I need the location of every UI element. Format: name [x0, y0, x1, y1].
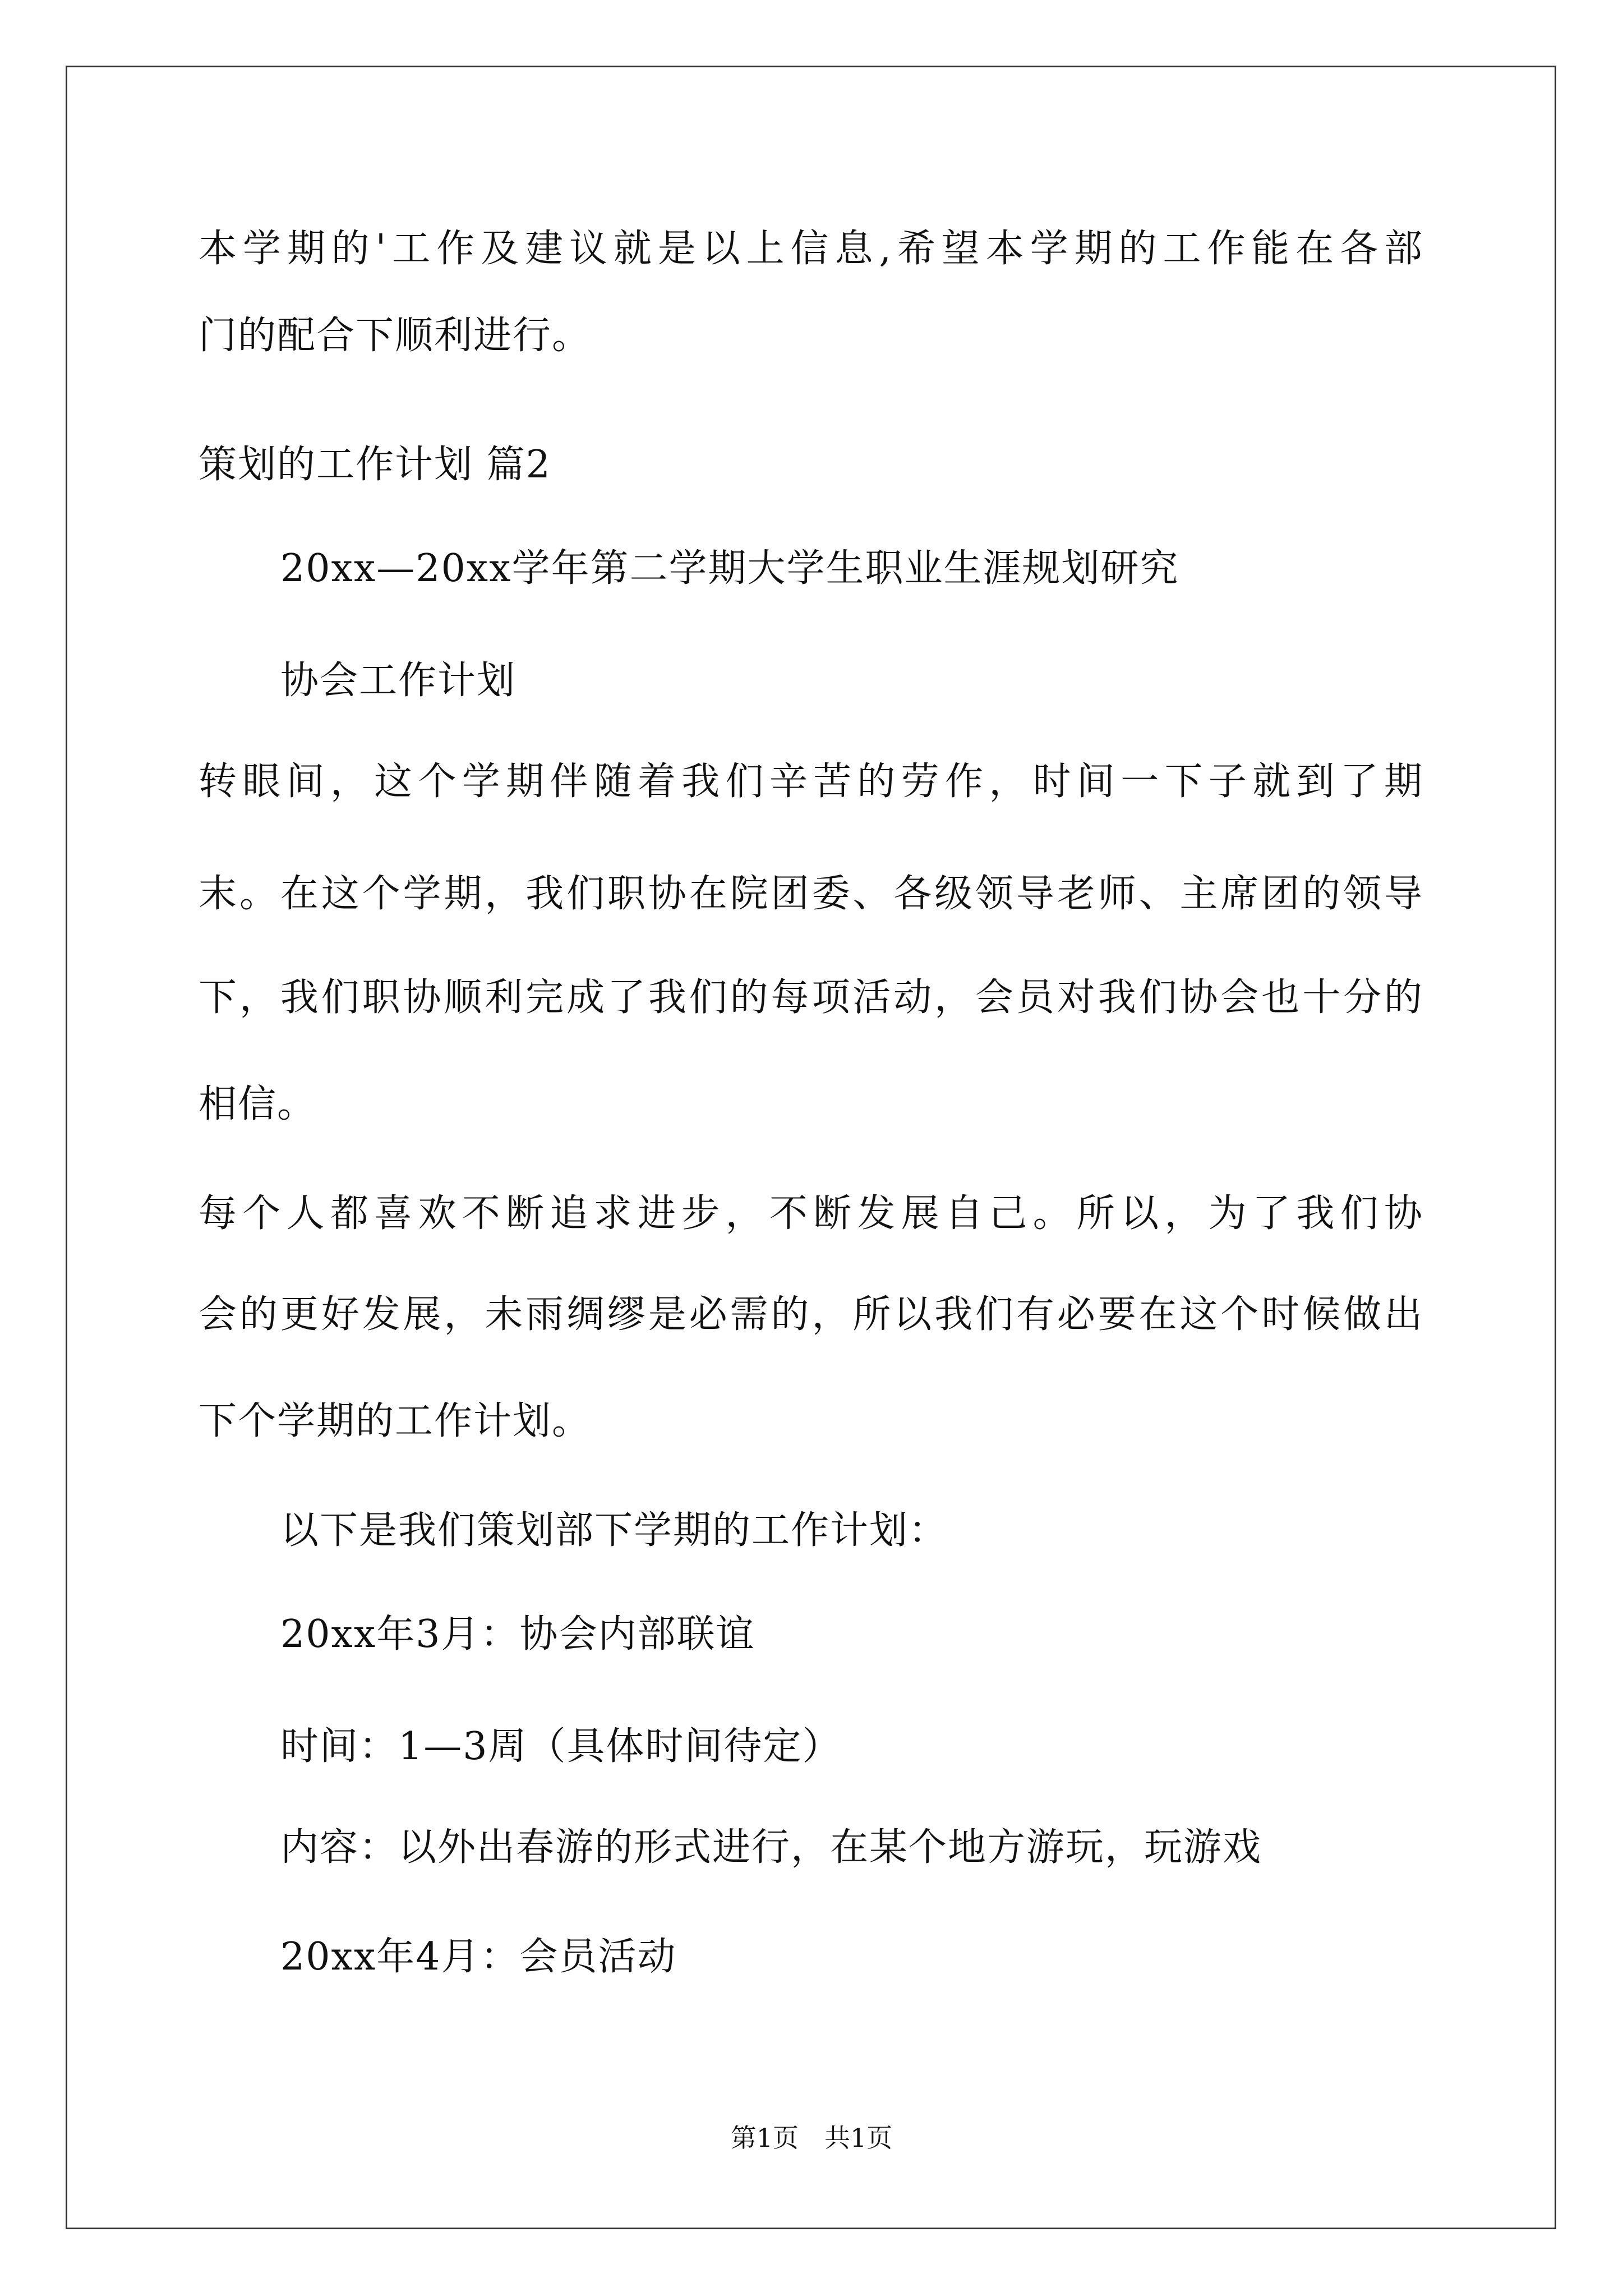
text-line: 相信。 — [199, 1082, 317, 1126]
text-line: 20xx年3月：协会内部联谊 — [280, 1612, 755, 1657]
text-line: 每个人都喜欢不断追求进步，不断发展自己。所以，为了我们协 — [199, 1191, 1423, 1236]
text-line: 会的更好发展，未雨绸缪是必需的，所以我们有必要在这个时候做出 — [199, 1292, 1423, 1337]
text-line: 20xx年4月：会员活动 — [280, 1935, 677, 1979]
text-line: 以下是我们策划部下学期的工作计划： — [280, 1508, 948, 1553]
text-line: 末。在这个学期，我们职协在院团委、各级领导老师、主席团的领导 — [199, 872, 1423, 916]
page-border — [66, 66, 1556, 2229]
text-line: 下，我们职协顺利完成了我们的每项活动，会员对我们协会也十分的 — [199, 976, 1423, 1020]
text-line: 门的配合下顺利进行。 — [199, 314, 592, 358]
text-line: 20xx—20xx学年第二学期大学生职业生涯规划研究 — [280, 546, 1179, 591]
text-line: 下个学期的工作计划。 — [199, 1399, 592, 1443]
page-footer: 第1页 共1页 — [730, 2123, 893, 2153]
text-line: 转眼间，这个学期伴随着我们辛苦的劳作，时间一下子就到了期 — [199, 760, 1423, 804]
text-line: 时间：1—3周（具体时间待定） — [280, 1724, 842, 1769]
text-line: 内容：以外出春游的形式进行，在某个地方游玩，玩游戏 — [280, 1825, 1262, 1870]
text-line: 本学期的'工作及建议就是以上信息,希望本学期的工作能在各部 — [199, 227, 1423, 271]
text-line: 协会工作计划 — [280, 659, 517, 703]
section-heading: 策划的工作计划 篇2 — [199, 443, 551, 487]
